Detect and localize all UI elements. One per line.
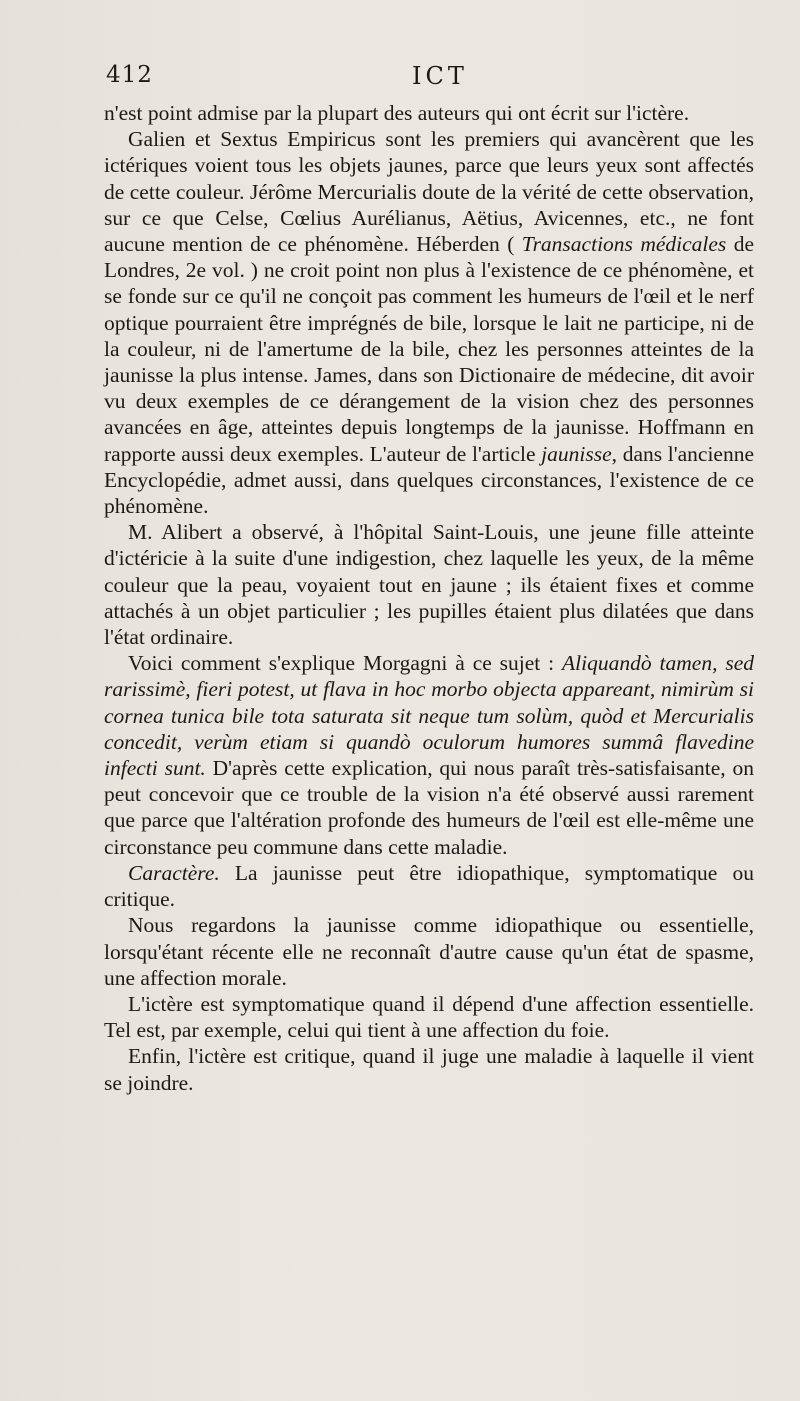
body-text [104, 100, 754, 1096]
text-run: de Londres, 2e vol. ) ne croit point non plus à l'existence de ce phénomène, et se fonde sur ce qu'il ne conçoit pas comment les humeurs de l'œil et le nerf optique pourraient être imprégnés de bile, lorsque le lait ne participe, ni de la couleur, ni de l'amertume de la bile, chez les personnes atteintes de la jaunisse la plus intense. James, dans son Dictionaire de médecine, dit avoir vu deux exemples de ce dérangement de la vision chez des personnes avancées en âge, atteintes depuis longtemps de la jaunisse. Hoffmann en rapporte aussi deux exemples. L'auteur de l'article [104, 232, 754, 466]
running-head: ICT [412, 62, 468, 90]
paragraph-caractere [104, 860, 754, 912]
text-run: La jaunisse peut être idiopathique, symptomatique ou critique. [104, 860, 754, 912]
page-header [104, 62, 754, 102]
italic-text-run: Transactions médicales [521, 232, 727, 257]
page-number: 412 [106, 62, 153, 88]
text-run: M. Alibert a observé, à l'hôpital Saint-Louis, une jeune fille atteinte d'ictéricie à la suite d'une indigestion, chez laquelle les yeux, de la même couleur que la peau, voyaient tout en jaune ; ils étaient fixes et comme attachés à un objet particulier ; les pupilles étaient plus dilatées que dans l'état ordinaire. [104, 520, 754, 650]
paragraph-continuation [104, 100, 754, 126]
text-run: Enfin, l'ictère est critique, quand il juge une maladie à laquelle il vient se joindre. [104, 1044, 754, 1095]
text-run: L'ictère est symptomatique quand il dépend d'une affection essentielle. Tel est, par exemple, celui qui tient à une affection du foie. [104, 991, 754, 1043]
text-run: Nous regardons la jaunisse comme idiopathique ou essentielle, lorsqu'étant récente elle ne reconnaît d'autre cause qu'un état de spasme, une affection morale. [104, 913, 754, 990]
paragraph-idiopathique [104, 912, 754, 991]
text-run: , dans l'ancienne Encyclopédie, admet aussi, dans quelques circonstances, l'existence de ce phénomène. [104, 441, 754, 519]
text-run: n'est point admise par la plupart des auteurs qui ont écrit sur l'ictère. [104, 101, 690, 125]
paragraph-morgagni [104, 650, 754, 860]
paragraph-critique [104, 1043, 754, 1095]
paragraph-symptomatique [104, 991, 754, 1043]
paragraph-alibert [104, 519, 754, 650]
italic-text-run: Caractère. [128, 860, 220, 885]
text-run: Voici comment s'explique Morgagni à ce sujet : [128, 651, 563, 676]
text-run: D'après cette explication, qui nous paraît très-satisfaisante, on peut concevoir que ce trouble de la vision n'a été observé aussi rarement que parce que l'altération profonde des humeurs de l'œil est elle-même une circonstance peu commune dans cette maladie. [104, 756, 754, 859]
paragraph-galien [104, 126, 754, 519]
text-run: Galien et Sextus Empiricus sont les premiers qui avancèrent que les ictériques voient tous les objets jaunes, parce que leurs yeux sont affectés de cette couleur. Jérôme Mercurialis doute de la vérité de cette observation, sur ce que Celse, Cœlius Aurélianus, Aëtius, Avicennes, etc., ne font aucune mention de ce phénomène. Héberden ( [104, 127, 754, 257]
italic-text-run: jaunisse [541, 441, 612, 466]
italic-text-run: Aliquandò tamen, sed rarissimè, fieri potest, ut flava in hoc morbo objecta appareant, nimirùm si cornea tunica bile tota saturata sit neque tum solùm, quòd et Mercurialis concedit, verùm etiam si quandò oculorum humores summâ flavedine infecti sunt. [104, 651, 754, 781]
